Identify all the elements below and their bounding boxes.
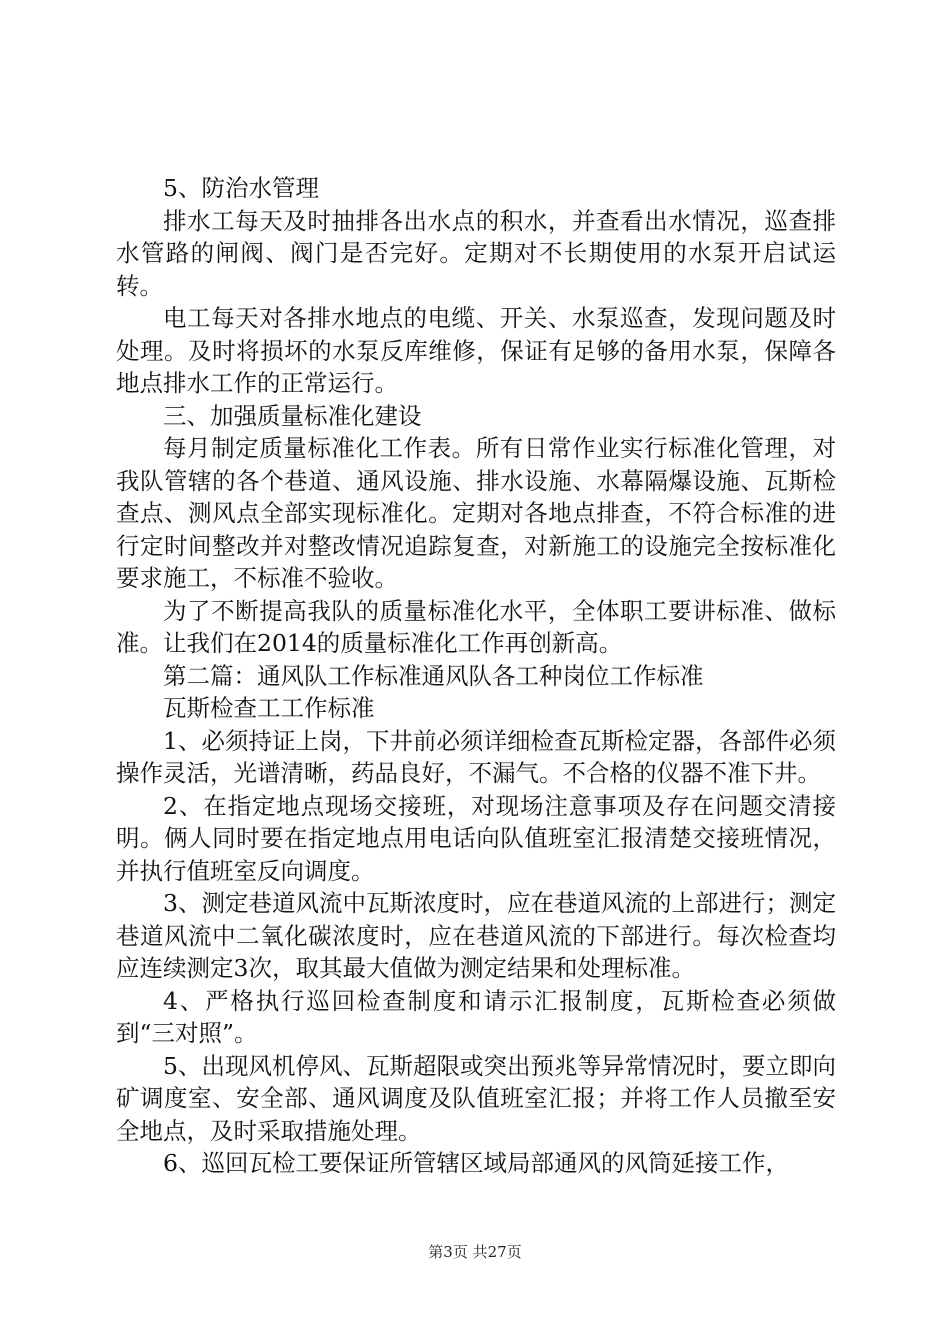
list-item: 6、巡回瓦检工要保证所管辖区域局部通风的风筒延接工作， — [163, 1149, 789, 1177]
list-item: 4、严格执行巡回检查制度和请示汇报制度，瓦斯检查必须做到“三对照”。 — [116, 986, 836, 1047]
list-item: 1、必须持证上岗，下井前必须详细检查瓦斯检定器，各部件必须操作灵活，光谱清晰，药品良好，不漏气。不合格的仪器不准下井。 — [116, 726, 836, 787]
paragraph: 排水工每天及时抽排各出水点的积水，并查看出水情况，巡查排水管路的闸阀、阀门是否完好。定期对不长期使用的水泵开启试运转。 — [116, 206, 836, 300]
paragraph: 电工每天对各排水地点的电缆、开关、水泵巡查，发现问题及时处理。及时将损坏的水泵反库维修，保证有足够的备用水泵，保障各地点排水工作的正常运行。 — [116, 304, 836, 397]
list-item: 2、在指定地点现场交接班，对现场注意事项及存在问题交清接明。俩人同时要在指定地点用电话向队值班室汇报清楚交接班情况，并执行值班室反向调度。 — [116, 791, 836, 885]
heading-water-management: 5、防治水管理 — [163, 174, 319, 202]
heading-quality-standardization: 三、加强质量标准化建设 — [163, 401, 422, 430]
page-number-footer: 第3页 共27页 — [428, 1243, 522, 1261]
heading-gas-inspector-standard: 瓦斯检查工工作标准 — [163, 694, 375, 722]
list-item: 3、测定巷道风流中瓦斯浓度时，应在巷道风流的上部进行；测定巷道风流中二氧化碳浓度时，应在巷道风流的下部进行。每次检查均应连续测定3次，取其最大值做为测定结果和处理标准。 — [116, 889, 836, 982]
list-item: 5、出现风机停风、瓦斯超限或突出预兆等异常情况时，要立即向矿调度室、安全部、通风调度及队值班室汇报；并将工作人员撤至安全地点，及时采取措施处理。 — [116, 1051, 836, 1145]
heading-chapter-two: 第二篇：通风队工作标准通风队各工种岗位工作标准 — [163, 661, 704, 690]
document-body — [116, 172, 836, 1180]
paragraph: 每月制定质量标准化工作表。所有日常作业实行标准化管理，对我队管辖的各个巷道、通风设施、排水设施、水幕隔爆设施、瓦斯检查点、测风点全部实现标准化。定期对各地点排查，不符合标准的进行定时间整改并对整改情况追踪复查，对新施工的设施完全按标准化要求施工，不标准不验收。 — [116, 434, 836, 592]
paragraph: 为了不断提高我队的质量标准化水平，全体职工要讲标准、做标准。让我们在2014的质量标准化工作再创新高。 — [116, 596, 836, 657]
